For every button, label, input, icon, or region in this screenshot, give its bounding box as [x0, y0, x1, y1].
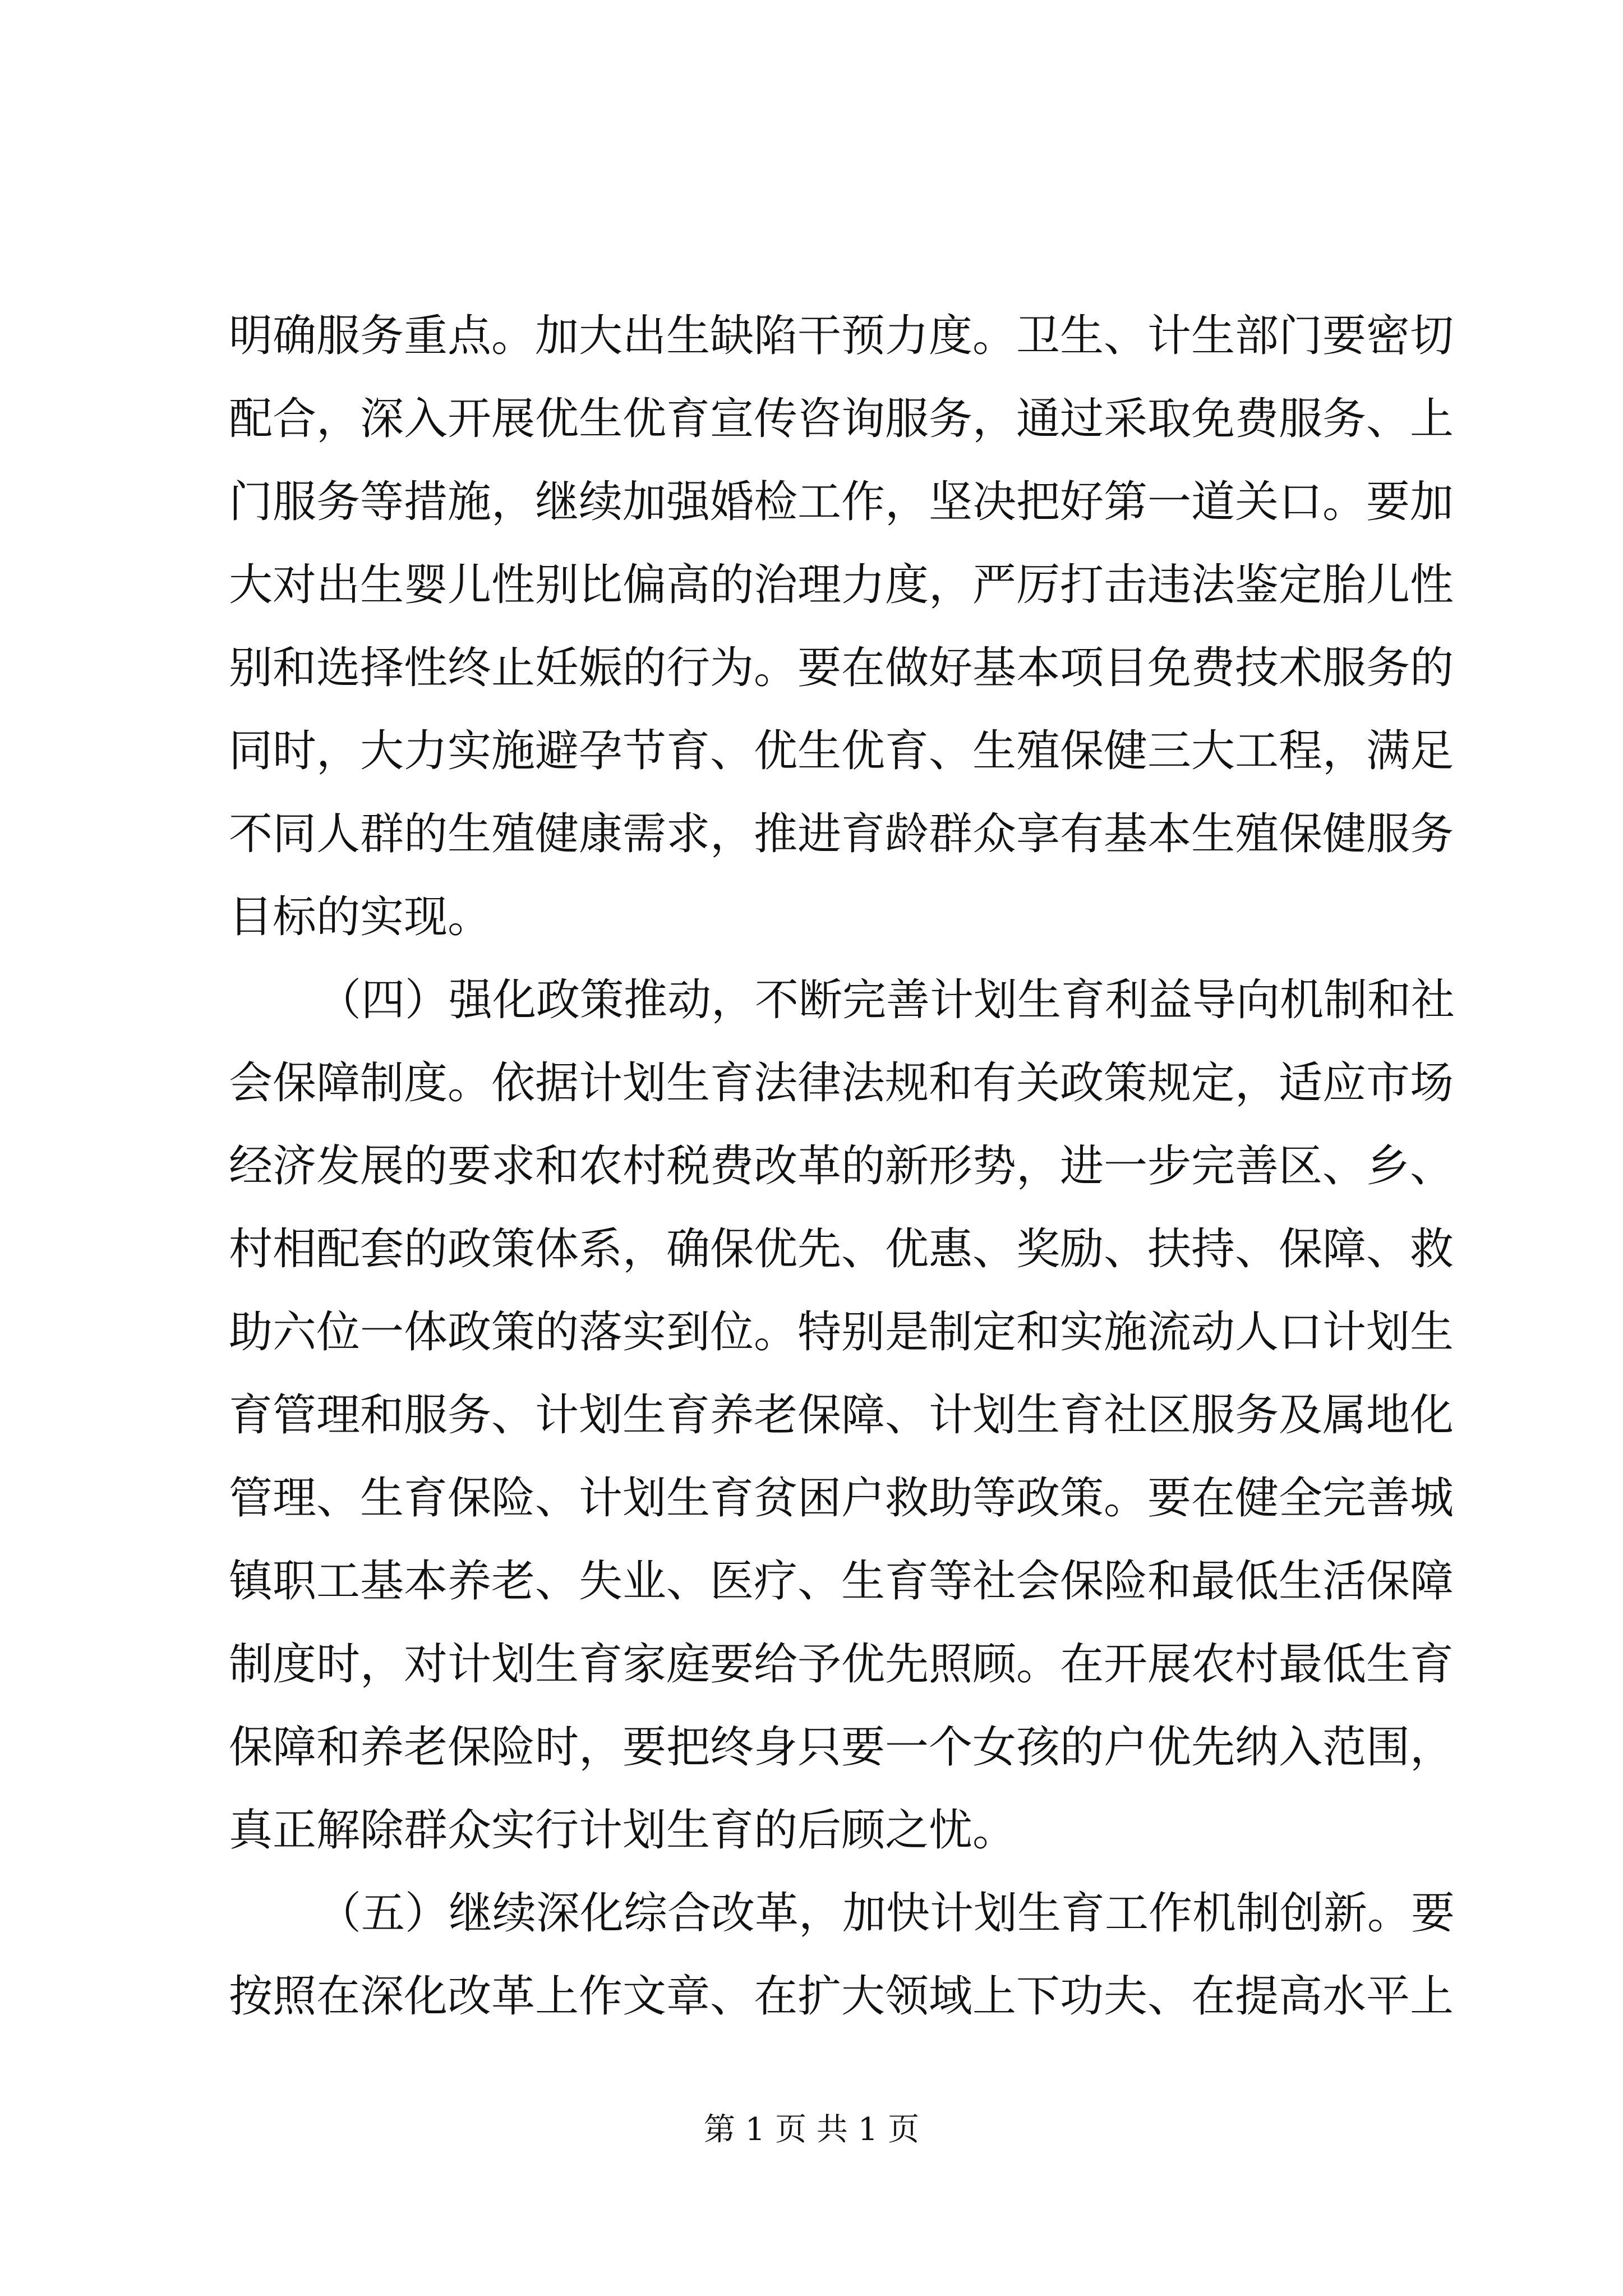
text-line: 助六位一体政策的落实到位。特别是制定和实施流动人口计划生 [229, 1307, 1454, 1358]
text-line: 会保障制度。依据计划生育法律法规和有关政策规定，适应市场 [229, 1058, 1454, 1108]
text-line: 镇职工基本养老、失业、医疗、生育等社会保险和最低生活保障 [229, 1556, 1454, 1607]
text-line: 管理、生育保险、计划生育贫困户救助等政策。要在健全完善城 [229, 1473, 1454, 1524]
text-line: 门服务等措施，继续加强婚检工作，坚决把好第一道关口。要加 [229, 477, 1454, 527]
text-line: （四）强化政策推动，不断完善计划生育利益导向机制和社 [317, 975, 1455, 1025]
text-line: 村相配套的政策体系，确保优先、优惠、奖励、扶持、保障、救 [229, 1224, 1454, 1274]
text-line: 配合，深入开展优生优育宣传咨询服务，通过采取免费服务、上 [229, 394, 1454, 444]
page-footer: 第 1 页 共 1 页 [703, 2111, 920, 2148]
text-line: 经济发展的要求和农村税费改革的新形势，进一步完善区、乡、 [229, 1141, 1454, 1191]
text-line: 按照在深化改革上作文章、在扩大领域上下功夫、在提高水平上 [229, 1971, 1454, 2022]
text-line: （五）继续深化综合改革，加快计划生育工作机制创新。要 [317, 1888, 1455, 1939]
text-line: 同时，大力实施避孕节育、优生优育、生殖保健三大工程，满足 [229, 726, 1454, 776]
document-body [229, 295, 1455, 2038]
text-line: 真正解除群众实行计划生育的后顾之忧。 [229, 1805, 1017, 1856]
text-line: 育管理和服务、计划生育养老保障、计划生育社区服务及属地化 [229, 1390, 1454, 1441]
text-line: 明确服务重点。加大出生缺陷干预力度。卫生、计生部门要密切 [229, 311, 1454, 361]
text-line: 别和选择性终止妊娠的行为。要在做好基本项目免费技术服务的 [229, 643, 1454, 693]
text-line: 制度时，对计划生育家庭要给予优先照顾。在开展农村最低生育 [229, 1639, 1454, 1690]
text-line: 目标的实现。 [229, 892, 492, 942]
text-line: 大对出生婴儿性别比偏高的治理力度，严厉打击违法鉴定胎儿性 [229, 560, 1454, 610]
text-line: 不同人群的生殖健康需求，推进育龄群众享有基本生殖保健服务 [229, 809, 1454, 859]
text-line: 保障和养老保险时，要把终身只要一个女孩的户优先纳入范围， [229, 1722, 1454, 1773]
